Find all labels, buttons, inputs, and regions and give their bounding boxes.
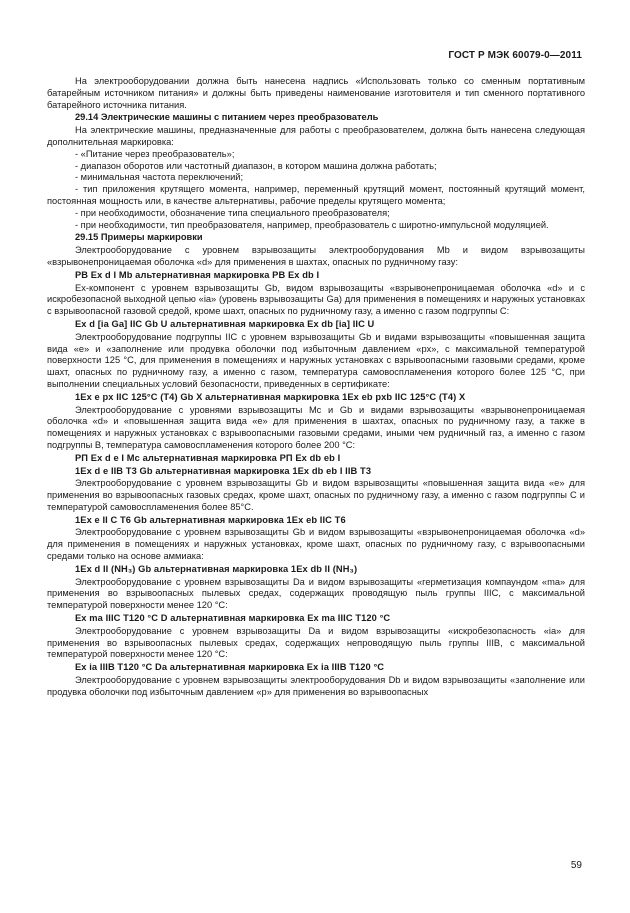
paragraph: Электрооборудование с уровнем взрывозащиты Da и видом взрывозащиты «герметизация компаундом «ma» для применения во взрывоопасных пылевых средах, содержащих проводящую пыль группы IIIC, с максимальной температурой поверхности менее 120 °C: — [47, 576, 585, 611]
list-item: - диапазон оборотов или частотный диапазон, в котором машина должна работать; — [75, 160, 437, 171]
document-body — [47, 76, 585, 699]
paragraph: Электрооборудование с уровнем взрывозащиты электрооборудования Mb и видом взрывозащиты «взрывонепроницаемая оболочка «d» для применения в шахтах, опасных по рудничному газу: — [47, 245, 585, 267]
marking-example: Ex d [ia Ga] IIC Gb U альтернативная маркировка Ex db [ia] IIC U — [75, 318, 375, 329]
marking-example: 1Ex d II (NH₃) Gb альтернативная маркировка 1Ex db II (NH₃) — [75, 563, 358, 574]
list-item: - минимальная частота переключений; — [75, 172, 244, 183]
marking-example: Ex ma IIIC T120 °C D альтернативная маркировка Ex ma IIIC T120 °C — [75, 613, 391, 624]
list-item: - «Питание через преобразователь»; — [75, 148, 235, 159]
section-heading: 29.15 Примеры маркировки — [75, 232, 203, 243]
marking-example: 1Ex e px IIC 125°C (T4) Gb X альтернативная маркировка 1Ex eb pxb IIC 125°C (T4) X — [75, 391, 466, 402]
document-header: ГОСТ Р МЭК 60079-0—2011 — [448, 50, 582, 61]
paragraph: Электрооборудование с уровнем взрывозащиты Gb и видом взрывозащиты «взрывонепроницаемая оболочка «d» для применения в помещениях и наружных установках, кроме шахт, опасных по рудничному газу, с взрывоопасными средами только на основе аммиака: — [47, 527, 585, 562]
paragraph: На электрические машины, предназначенные для работы с преобразователем, должна быть нанесена следующая дополнительная маркировка: — [47, 125, 585, 147]
marking-example: Ex ia IIIB T120 °C Da альтернативная маркировка Ex ia IIIB T120 °C — [75, 662, 385, 673]
paragraph: Электрооборудование с уровнями взрывозащиты Mc и Gb и видами взрывозащиты «взрывонепроницаемая оболочка «d» и «повышенная защита вида «e» для применения в шахтах, опасных по рудничному газу, а также в помещениях и наружных установках с взрывоопасными газовыми средами, иными чем рудничный газ, а именно с газом подгруппы B, температура самовоспламенения которого более 200 °C: — [47, 404, 585, 450]
marking-example: PB Ex d I Mb альтернативная маркировка PB Ex db I — [75, 269, 320, 280]
page-number: 59 — [570, 860, 582, 871]
section-heading: 29.14 Электрические машины с питанием через преобразователь — [75, 112, 379, 123]
paragraph: На электрооборудовании должна быть нанесена надпись «Использовать только со сменным портативным батарейным источником питания» и должны быть приведены наименование изготовителя и тип сменного портативного батарейного источника питания. — [47, 76, 585, 110]
list-item: - тип приложения крутящего момента, например, переменный крутящий момент, постоянный крутящий момент, постоянная мощность или, в качестве альтернативы, рабочие пределы крутящего момента; — [47, 184, 585, 206]
paragraph: Электрооборудование с уровнем взрывозащиты Gb и видом взрывозащиты «повышенная защита вида «e» для применения во взрывоопасных газовых средах, кроме шахт, опасных по рудничному газу, а именно с газом подгруппы C и температурой самовоспламенения более 85°C. — [47, 478, 585, 512]
list-item: - при необходимости, обозначение типа специального преобразователя; — [75, 207, 390, 218]
paragraph: Ех-компонент с уровнем взрывозащиты Gb, видом взрывозащиты «взрывонепроницаемая оболочка «d» и с искробезопасной выходной цепью «ia» (уровень взрывозащиты Ga) для применения в помещениях и наружных установках с взрывоопасной газовой средой, кроме шахт, опасных по рудничному газу, а именно с газом подгруппы C: — [47, 282, 585, 317]
paragraph: Электрооборудование с уровнем взрывозащиты Da и видом взрывозащиты «искробезопасность «ia» для применения во взрывоопасных пылевых средах, содержащих непроводящую пыль группы IIIB, с максимальной температурой поверхности менее 120 °C: — [47, 625, 585, 660]
marking-example: 1Ex e II C T6 Gb альтернативная маркировка 1Ex eb IIC T6 — [75, 514, 346, 525]
paragraph: Электрооборудование подгруппы IIC с уровнем взрывозащиты Gb и видами взрывозащиты «повышенная защита вида «e» и «заполнение или продувка оболочки под избыточным давлением «px», с максимальной температурой поверхности 125 °C, для применения в помещениях и наружных установках с взрывоопасными газовыми средами, кроме шахт, опасных по рудничному газу, а именно с газом, температура самовоспламенения которого более 125 °C, при выполнении специальных условий безопасности, приведенных в сертификате: — [47, 331, 585, 389]
paragraph: Электрооборудование с уровнем взрывозащиты электрооборудования Db и видом взрывозащиты «заполнение или продувка оболочки под избыточным давлением «p» для применения во взрывоопасных — [47, 675, 585, 697]
list-item: - при необходимости, тип преобразователя, например, преобразователь с широтно-импульсной модуляцией. — [75, 219, 549, 230]
marking-example: PП Ex d e I Mc альтернативная маркировка PП Ex db eb I — [75, 452, 341, 463]
marking-example: 1Ex d e IIB T3 Gb альтернативная маркировка 1Ex db eb I IIB T3 — [75, 465, 372, 476]
